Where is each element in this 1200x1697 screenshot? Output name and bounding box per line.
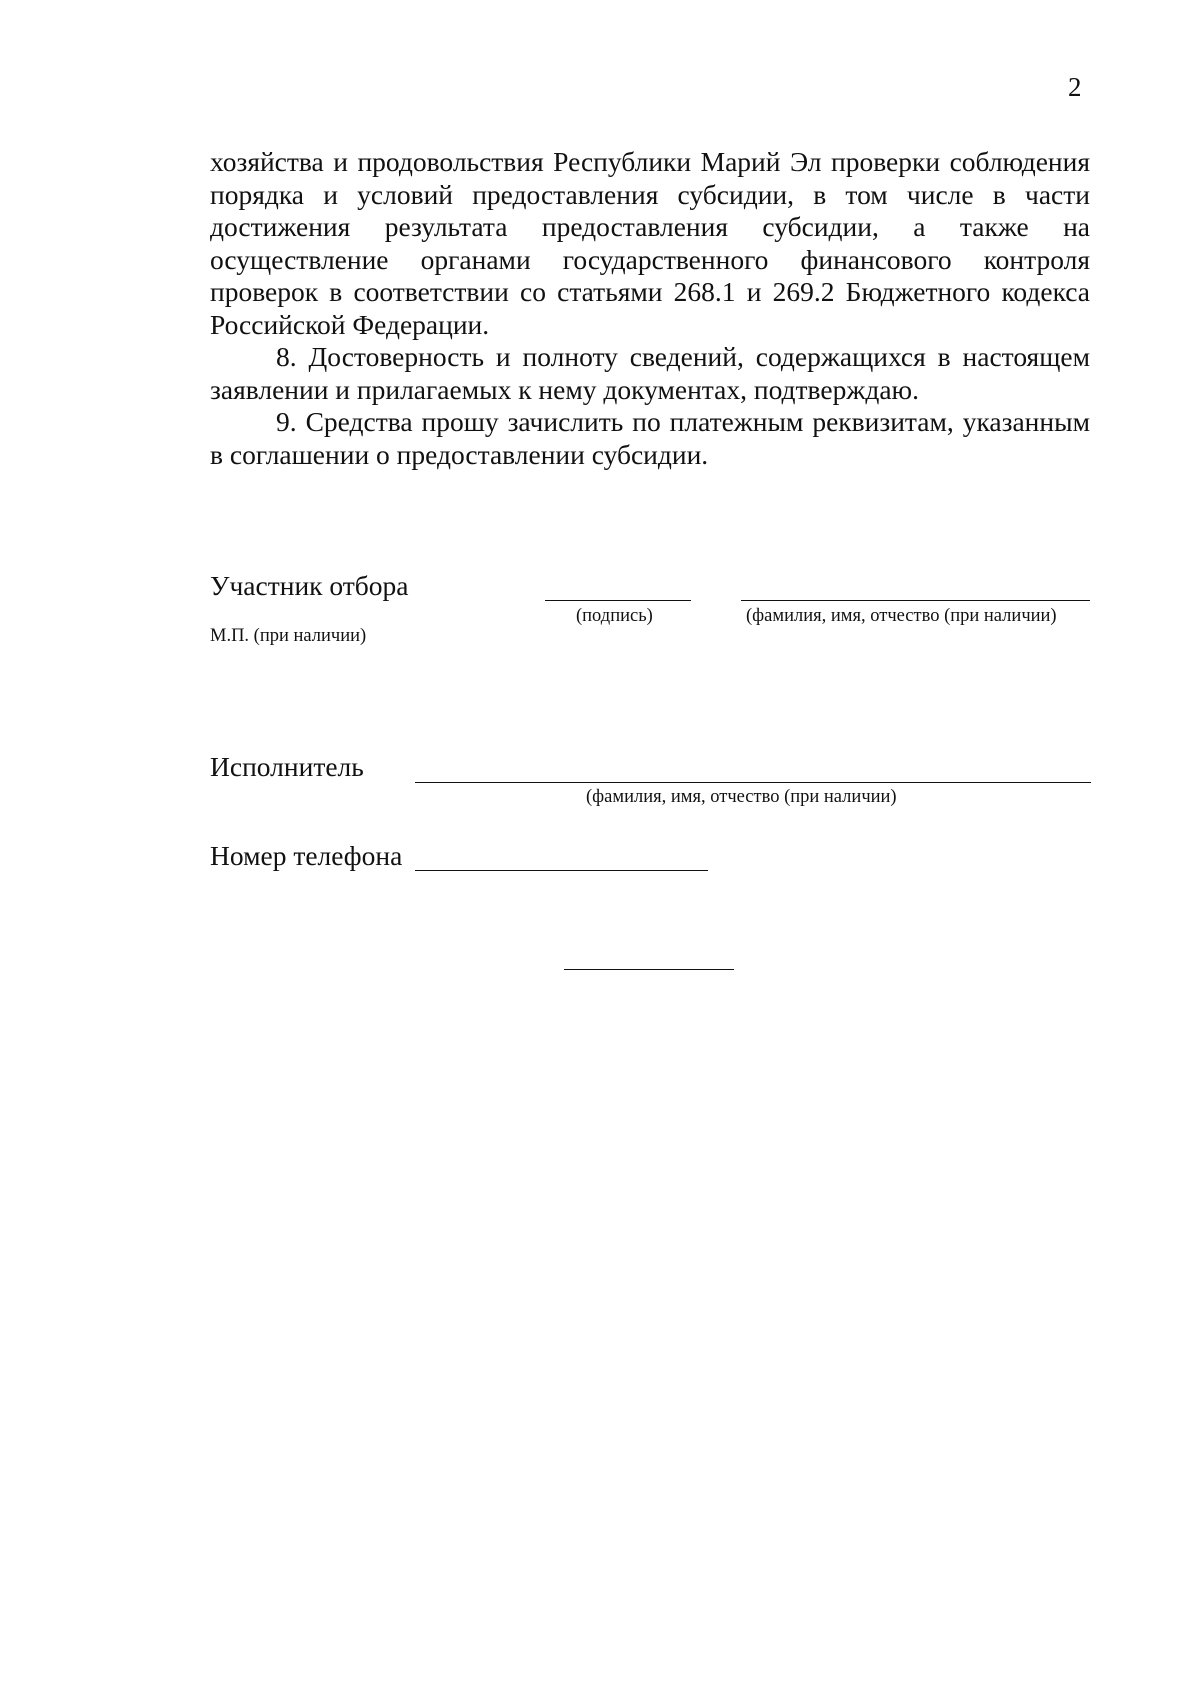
paragraph-9: 9. Средства прошу зачислить по платежным реквизитам, указанным в соглашении о предоставлении субсидии.	[210, 406, 1090, 470]
stamp-label: М.П. (при наличии)	[210, 626, 367, 646]
participant-name-caption: (фамилия, имя, отчество (при наличии)	[746, 606, 1057, 626]
participant-label: Участник отбора	[210, 570, 409, 601]
page-number: 2	[1068, 72, 1082, 102]
signature-line	[545, 600, 691, 601]
executor-name-line	[415, 782, 1091, 783]
signature-caption: (подпись)	[576, 606, 653, 626]
phone-line	[415, 870, 708, 871]
participant-name-line	[741, 600, 1090, 601]
body-text	[210, 146, 1090, 471]
executor-label: Исполнитель	[210, 751, 364, 782]
phone-label: Номер телефона	[210, 840, 403, 871]
paragraph-8: 8. Достоверность и полноту сведений, содержащихся в настоящем заявлении и прилагаемых к нему документах, подтверждаю.	[210, 341, 1090, 405]
paragraph-continuation: хозяйства и продовольствия Республики Марий Эл проверки соблюдения порядка и условий предоставления субсидии, в том числе в части достижения результата предоставления субсидии, а также на осуществление органами государственного финансового контроля проверок в соответствии со статьями 268.1 и 269.2 Бюджетного кодекса Российской Федерации.	[210, 146, 1090, 340]
end-divider	[564, 969, 734, 970]
executor-name-caption: (фамилия, имя, отчество (при наличии)	[586, 787, 897, 807]
